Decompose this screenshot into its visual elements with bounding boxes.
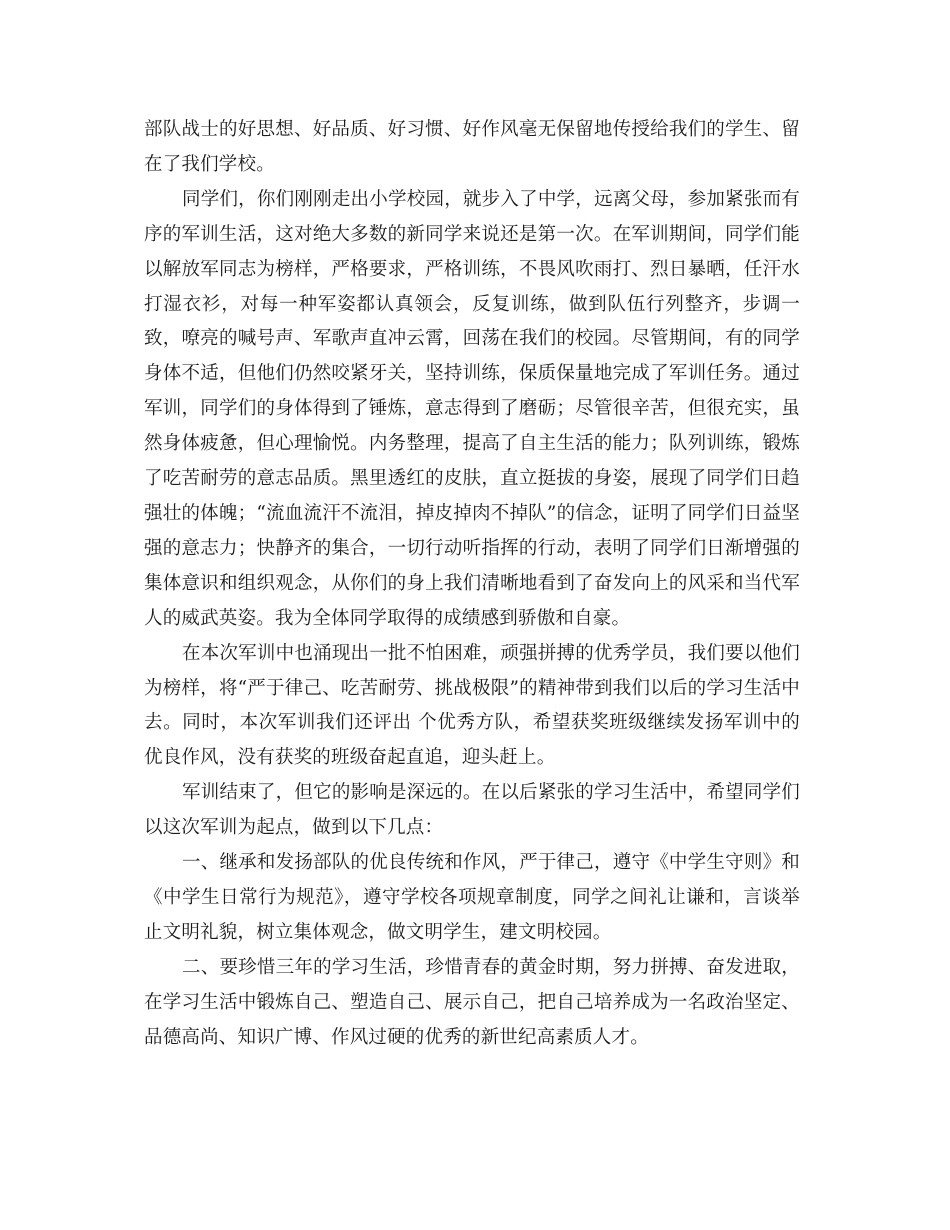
paragraph-continued: 部队战士的好思想、好品质、好习惯、好作风毫无保留地传授给我们的学生、留在了我们学校。 [144, 119, 800, 175]
paragraph-military-training-life: 同学们，你们刚刚走出小学校园，就步入了中学，远离父母，参加紧张而有序的军训生活，这对绝大多数的新同学来说还是第一次。在军训期间，同学们能以解放军同志为榜样，严格要求，严格训练，不畏风吹雨打、烈日暴晒，任汗水打湿衣衫，对每一种军姿都认真领会，反复训练，做到队伍行列整齐，步调一致，嘹亮的喊号声、军歌声直冲云霄，回荡在我们的校园。尽管期间，有的同学身体不适，但他们仍然咬紧牙关，坚持训练，保质保量地完成了军训任务。通过军训，同学们的身体得到了锤炼，意志得到了磨砺；尽管很辛苦，但很充实，虽然身体疲惫，但心理愉悦。内务整理，提高了自主生活的能力；队列训练，锻炼了吃苦耐劳的意志品质。黑里透红的皮肤，直立挺拔的身姿，展现了同学们日趋强壮的体魄；“流血流汗不流泪，掉皮掉肉不掉队”的信念，证明了同学们日益坚强的意志力；快静齐的集合，一切行动听指挥的行动，表明了同学们日渐增强的集体意识和组织观念，从你们的身上我们清晰地看到了奋发向上的风采和当代军人的威武英姿。我为全体同学取得的成绩感到骄傲和自豪。 [144, 188, 800, 629]
paragraph-point-two: 二、要珍惜三年的学习生活，珍惜青春的黄金时期，努力拼搏、奋发进取，在学习生活中锻炼自己、塑造自己、展示自己，把自己培养成为一名政治坚定、品德高尚、知识广博、作风过硬的优秀的新世纪高素质人才。 [144, 956, 800, 1048]
paragraph-outstanding-trainees: 在本次军训中也涌现出一批不怕困难，顽强拼搏的优秀学员，我们要以他们为榜样，将“严于律己、吃苦耐劳、挑战极限”的精神带到我们以后的学习生活中去。同时，本次军训我们还评出 个优秀方队，希望获奖班级继续发扬军训中的优良作风，没有获奖的班级奋起直追，迎头赶上。 [144, 642, 800, 769]
paragraph-training-ended: 军训结束了，但它的影响是深远的。在以后紧张的学习生活中，希望同学们以这次军训为起点，做到以下几点： [144, 782, 800, 839]
paragraph-point-one: 一、继承和发扬部队的优良传统和作风，严于律己，遵守《中学生守则》和《中学生日常行为规范》，遵守学校各项规章制度，同学之间礼让谦和，言谈举止文明礼貌，树立集体观念，做文明学生，建文明校园。 [144, 852, 800, 943]
document-body [144, 113, 800, 1055]
